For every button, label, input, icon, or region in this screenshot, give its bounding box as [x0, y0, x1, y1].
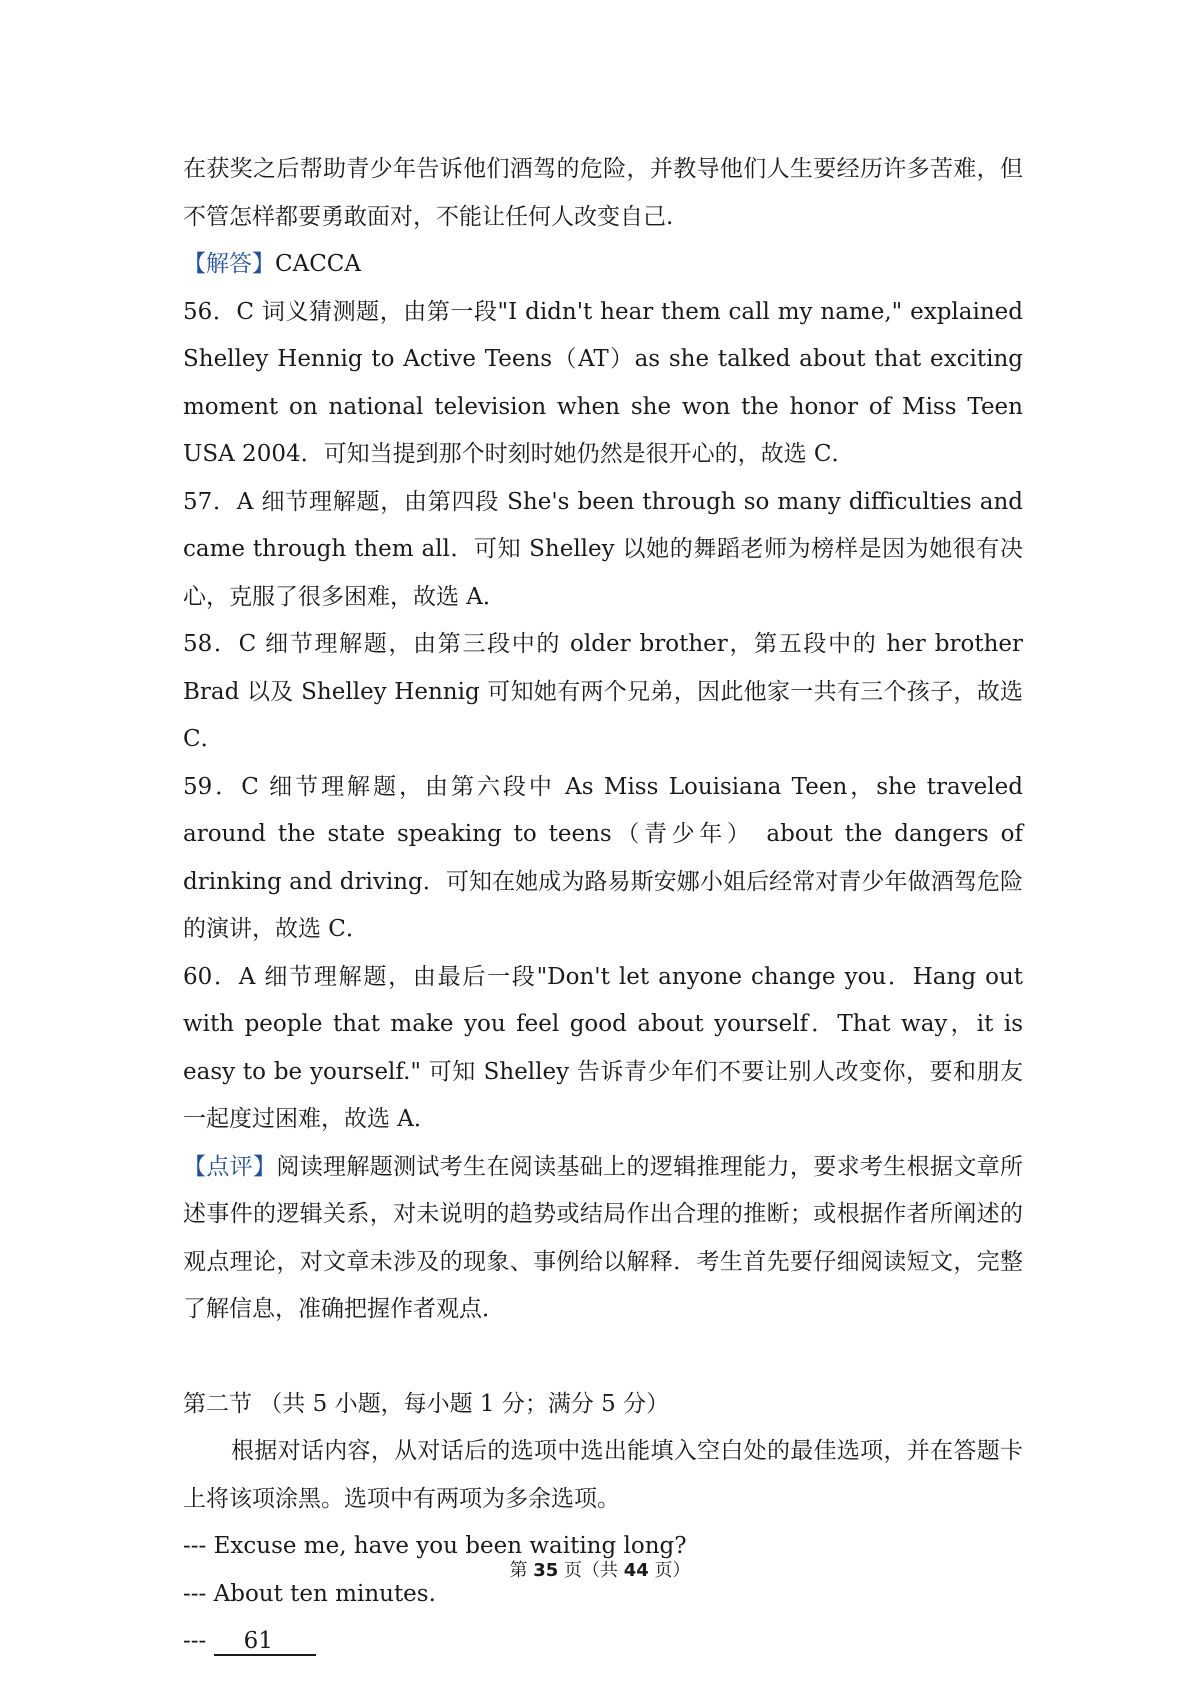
answer-value: CACCA — [275, 251, 362, 277]
comment-tag: 【点评】 — [183, 1153, 277, 1180]
page-footer — [0, 1558, 1200, 1584]
comment-text: 阅读理解题测试考生在阅读基础上的逻辑推理能力，要求考生根据文章所述事件的逻辑关系，对未说明的趋势或结局作出合理的推断；或根据作者所阐述的观点理论，对文章未涉及的现象、事例给以解释．考生首先要仔细阅读短文，完整了解信息，准确把握作者观点． — [183, 1153, 1024, 1322]
answer-tag: 【解答】 — [183, 251, 275, 277]
answer-line — [183, 241, 1023, 289]
instructions-paragraph: 根据对话内容，从对话后的选项中选出能填入空白处的最佳选项，并在答题卡上将该项涂黑。选项中有两项为多余选项。 — [183, 1438, 1023, 1512]
page-content — [183, 146, 1023, 1666]
explanation-57: 57．A 细节理解题，由第四段 She's been through so many difficulties and came through them all．可知 Shelley 以她的舞蹈老师为榜样是因为她很有决心，克服了很多困难，故选 A． — [183, 488, 1023, 610]
footer-middle: 页（共 — [558, 1560, 624, 1581]
explanation-59: 59．C 细节理解题，由第六段中 As Miss Louisiana Teen，she traveled around the state speaking to teens（青少年） about the dangers of drinking and driving．可知在她成为路易斯安娜小姐后经常对青少年做酒驾危险的演讲，故选 C． — [183, 773, 1023, 942]
dialog-prefix: --- — [183, 1628, 214, 1654]
footer-prefix: 第 — [509, 1560, 534, 1581]
comment-paragraph — [183, 1144, 1023, 1334]
dialog-blank-61: 61 — [214, 1628, 316, 1656]
explanation-60: 60．A 细节理解题，由最后一段"Don't let anyone change you．Hang out with people that make you feel good about yourself．That way，it is easy to be yourself." 可知 Shelley 告诉青少年们不要让别人改变你，要和朋友一起度过困难，故选 A． — [183, 963, 1023, 1132]
footer-page-number: 35 — [533, 1560, 559, 1581]
section-spacer — [183, 1334, 1023, 1381]
explanation-56: 56．C 词义猜测题，由第一段"I didn't hear them call my name," explained Shelley Hennig to Active Teens（AT）as she talked about that exciting moment on national television when she won the honor of Miss Teen USA 2004．可知当提到那个时刻时她仍然是很开心的，故选 C． — [183, 298, 1023, 467]
footer-page-total: 44 — [623, 1560, 649, 1581]
dialog-line-1: --- Excuse me, have you been waiting long? — [183, 1533, 687, 1559]
dialog-line-3 — [183, 1618, 1023, 1666]
footer-suffix: 页） — [648, 1560, 691, 1581]
explanation-58: 58．C 细节理解题，由第三段中的 older brother，第五段中的 her brother Brad 以及 Shelley Hennig 可知她有两个兄弟，因此他家一共有三个孩子，故选 C． — [183, 631, 1023, 752]
intro-paragraph: 在获奖之后帮助青少年告诉他们酒驾的危险，并教导他们人生要经历许多苦难，但不管怎样都要勇敢面对，不能让任何人改变自己. — [183, 156, 1023, 230]
section-heading: 第二节 （共 5 小题，每小题 1 分；满分 5 分） — [183, 1390, 670, 1417]
dialog-line-2: --- About ten minutes. — [183, 1580, 436, 1607]
